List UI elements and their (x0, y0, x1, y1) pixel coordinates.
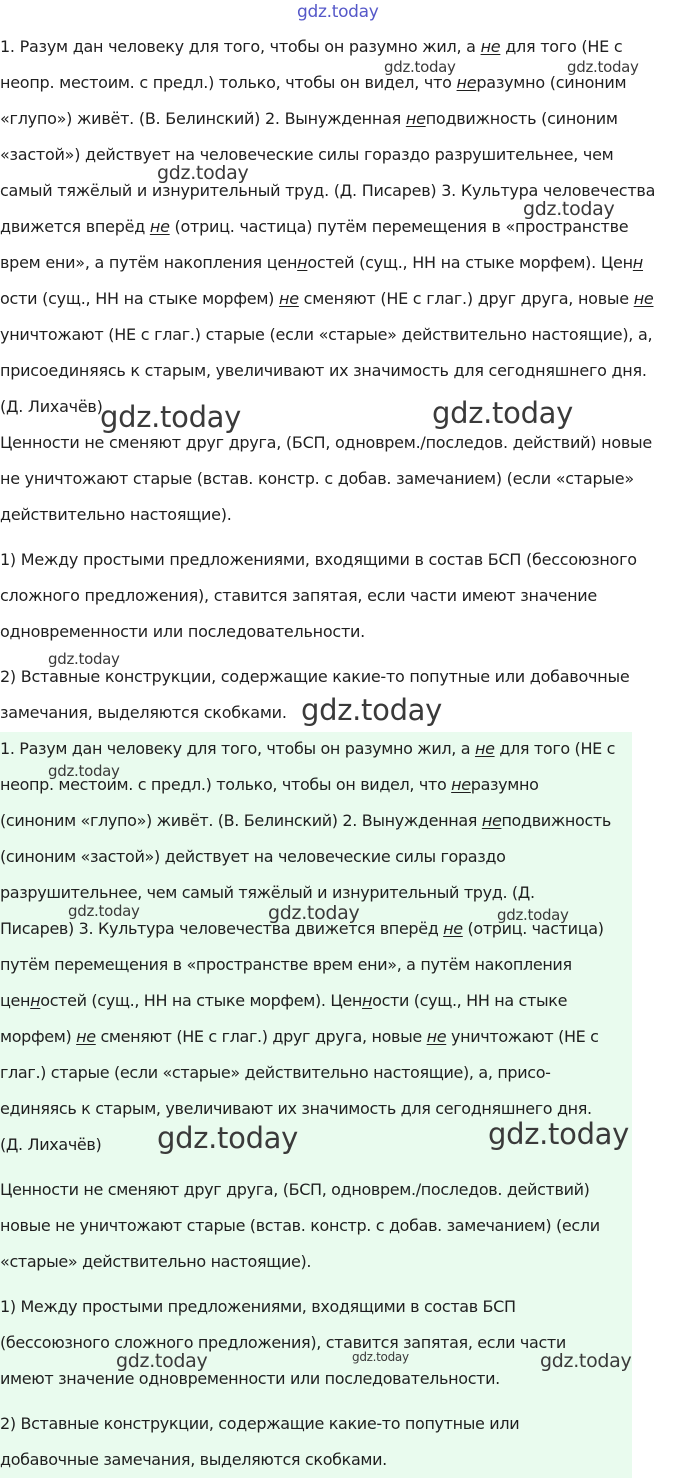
watermark: gdz.today (157, 162, 249, 184)
text-line: ценностей (сущ., НН на стыке морфем). Ценности (сущ., НН на стыке (0, 991, 568, 1010)
watermark: gdz.today (540, 1350, 632, 1372)
text-line: «глупо») живёт. (В. Белинский) 2. Вынужденная неподвижность (синоним (0, 109, 618, 128)
text-line: 1) Между простыми предложениями, входящими в состав БСП (0, 1297, 516, 1316)
text-line: неопр. местоим. с предл.) только, чтобы он видел, что неразумно (0, 775, 539, 794)
text-line: 2) Вставные конструкции, содержащие какие-то попутные или (0, 1414, 520, 1433)
text-line: не уничтожают старые (встав. констр. с добав. замечанием) (если «старые» (0, 469, 634, 488)
text-line: разрушительнее, чем самый тяжёлый и изнурительный труд. (Д. (0, 883, 535, 902)
text-line: Писарев) 3. Культура человечества движется вперёд не (отриц. частица) (0, 919, 604, 938)
text-line: путём перемещения в «пространстве врем ени», а путём накопления (0, 955, 572, 974)
text-line: уничтожают (НЕ с глаг.) старые (если «старые» действительно настоящие), а, (0, 325, 653, 344)
text-line: добавочные замечания, выделяются скобками. (0, 1450, 387, 1469)
text-line: присоединяясь к старым, увеличивают их значимость для сегодняшнего дня. (0, 361, 647, 380)
watermark: gdz.today (352, 1350, 409, 1364)
watermark: gdz.today (523, 198, 615, 220)
watermark: gdz.today (268, 902, 360, 924)
watermark: gdz.today (48, 762, 120, 780)
text-line: неопр. местоим. с предл.) только, чтобы он видел, что неразумно (синоним (0, 73, 627, 92)
text-line: Ценности не сменяют друг друга, (БСП, одноврем./последов. действий) новые (0, 433, 653, 452)
text-line: единяясь к старым, увеличивают их значимость для сегодняшнего дня. (0, 1099, 592, 1118)
text-line: движется вперёд не (отриц. частица) путём перемещения в «пространстве (0, 217, 629, 236)
text-line: «застой») действует на человеческие силы гораздо разрушительнее, чем (0, 145, 614, 164)
text-line: врем ени», а путём накопления ценностей (сущ., НН на стыке морфем). Ценн (0, 253, 644, 272)
text-line: 1) Между простыми предложениями, входящими в состав БСП (бессоюзного (0, 550, 637, 569)
watermark: gdz.today (68, 902, 140, 920)
watermark: gdz.today (116, 1350, 208, 1372)
text-line: (Д. Лихачёв) (0, 1135, 102, 1154)
text-line: новые не уничтожают старые (встав. констр. с добав. замечанием) (если (0, 1216, 600, 1235)
watermark: gdz.today (567, 58, 639, 76)
text-line: Ценности не сменяют друг друга, (БСП, одноврем./последов. действий) (0, 1180, 590, 1199)
watermark: gdz.today (157, 1121, 299, 1155)
watermark: gdz.today (497, 906, 569, 924)
text-line: самый тяжёлый и изнурительный труд. (Д. Писарев) 3. Культура человечества (0, 181, 656, 200)
text-line: имеют значение одновременности или последовательности. (0, 1369, 500, 1388)
text-line: ости (сущ., НН на стыке морфем) не сменяют (НЕ с глаг.) друг друга, новые не (0, 289, 654, 308)
text-line: действительно настоящие). (0, 505, 232, 524)
text-line: 2) Вставные конструкции, содержащие какие-то попутные или добавочные (0, 667, 630, 686)
text-line: 1. Разум дан человеку для того, чтобы он разумно жил, а не для того (НЕ с (0, 37, 623, 56)
text-line: глаг.) старые (если «старые» действительно настоящие), а, присо- (0, 1063, 551, 1082)
text-line: (синоним «глупо») живёт. (В. Белинский) 2. Вынужденная неподвижность (0, 811, 611, 830)
text-line: замечания, выделяются скобками. (0, 703, 287, 722)
text-line: одновременности или последовательности. (0, 622, 365, 641)
site-logo[interactable]: gdz.today (297, 2, 379, 22)
watermark: gdz.today (384, 58, 456, 76)
text-line: «старые» действительно настоящие). (0, 1252, 312, 1271)
text-line: морфем) не сменяют (НЕ с глаг.) друг друга, новые не уничтожают (НЕ с (0, 1027, 599, 1046)
text-line: (Д. Лихачёв) (0, 397, 103, 416)
text-line: 1. Разум дан человеку для того, чтобы он разумно жил, а не для того (НЕ с (0, 739, 616, 758)
watermark: gdz.today (48, 650, 120, 668)
text-line: (синоним «застой») действует на человеческие силы гораздо (0, 847, 506, 866)
text-line: сложного предложения), ставится запятая, если части имеют значение (0, 586, 598, 605)
watermark: gdz.today (301, 693, 443, 727)
watermark: gdz.today (488, 1117, 630, 1151)
watermark: gdz.today (100, 400, 242, 434)
watermark: gdz.today (432, 396, 574, 430)
text-line: (бессоюзного сложного предложения), ставится запятая, если части (0, 1333, 566, 1352)
